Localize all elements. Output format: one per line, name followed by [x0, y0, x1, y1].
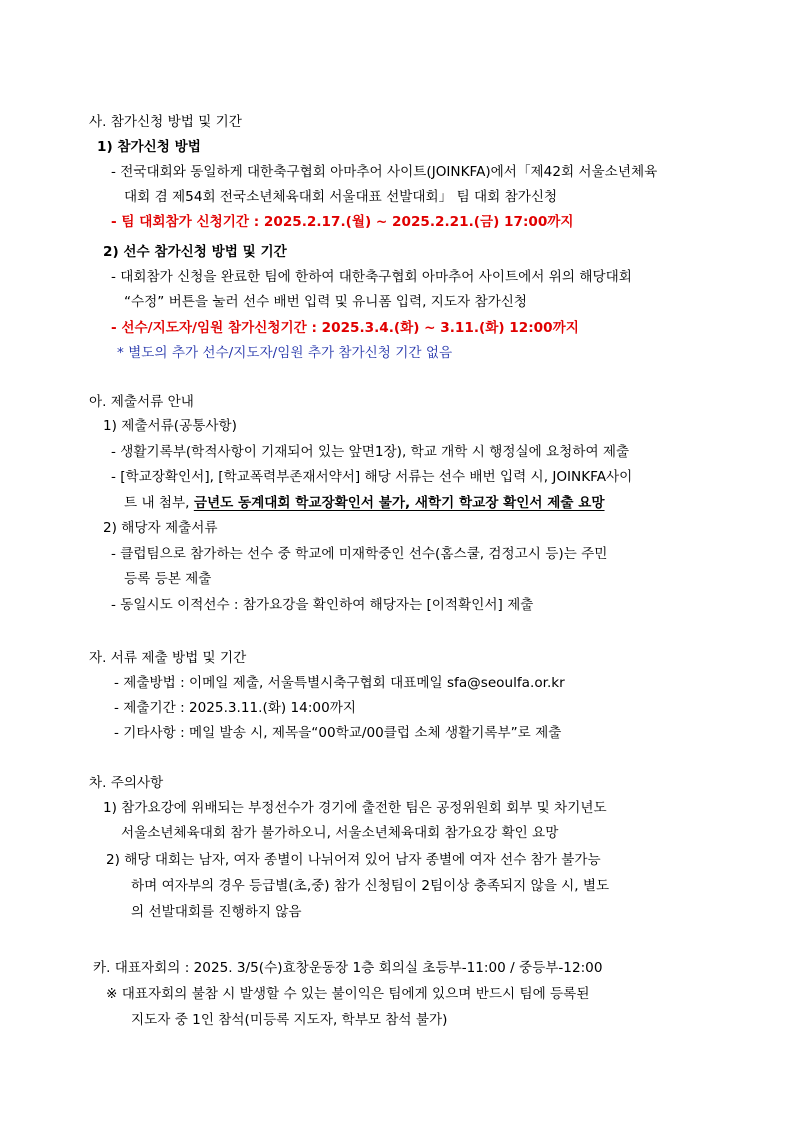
text-line: - 클럽팀으로 참가하는 선수 중 학교에 미재학중인 선수(홈스쿨, 검정고시 등)는 주민	[111, 546, 608, 562]
caution-item-continued: 하며 여자부의 경우 등급별(초,중) 참가 신청팀이 2팀이상 충족되지 않을 시, 별도	[131, 878, 610, 894]
meeting-note: ※ 대표자회의 불참 시 발생할 수 있는 불이익은 팀에게 있으며 반드시 팀에 등록된	[106, 986, 590, 1002]
caution-item-continued: 서울소년체육대회 참가 불가하오니, 서울소년체육대회 참가요강 확인 요망	[121, 825, 559, 841]
text-line: - 대회참가 신청을 완료한 팀에 한하여 대한축구협회 아마추어 사이트에서 위의 해당대회	[111, 269, 632, 285]
subheading-player-application: 2) 선수 참가신청 방법 및 기간	[103, 244, 287, 260]
text-line: - 생활기록부(학적사항이 기재되어 있는 앞면1장), 학교 개학 시 행정실에 요청하여 제출	[111, 444, 630, 460]
caution-item: 1) 참가요강에 위배되는 부정선수가 경기에 출전한 팀은 공정위원회 회부 및 차기년도	[103, 800, 607, 816]
text-line: - [학교장확인서], [학교폭력부존재서약서] 해당 서류는 선수 배번 입력 시, JOINKFA사이	[111, 469, 633, 485]
subheading-applicable-documents: 2) 해당자 제출서류	[103, 520, 218, 536]
note-no-extra-period: * 별도의 추가 선수/지도자/임원 추가 참가신청 기간 없음	[117, 345, 453, 361]
section-heading-ka: 카. 대표자회의 : 2025. 3/5(수)효창운동장 1층 회의실 초등부-11:00 / 중등부-12:00	[93, 960, 603, 976]
text-line: - 전국대회와 동일하게 대한축구협회 아마추어 사이트(JOINKFA)에서「제42회 서울소년체육	[111, 164, 658, 180]
meeting-note-continued: 지도자 중 1인 참석(미등록 지도자, 학부모 참석 불가)	[131, 1012, 448, 1028]
section-heading-a: 아. 제출서류 안내	[89, 394, 194, 410]
caution-item: 2) 해당 대회는 남자, 여자 종별이 나뉘어져 있어 남자 종별에 여자 선수 참가 불가능	[106, 852, 601, 868]
caution-item-continued: 의 선발대회를 진행하지 않음	[131, 904, 302, 920]
text-line: - 동일시도 이적선수 : 참가요강을 확인하여 해당자는 [이적확인서] 제출	[111, 597, 534, 613]
submission-period: - 제출기간 : 2025.3.11.(화) 14:00까지	[114, 700, 356, 716]
text-prefix: 트 내 첨부,	[124, 495, 194, 511]
subheading-application-method: 1) 참가신청 방법	[97, 139, 201, 155]
text-line-with-emphasis	[124, 493, 605, 513]
team-application-period: - 팀 대회참가 신청기간 : 2025.2.17.(월) ~ 2025.2.21.(금) 17:00까지	[111, 214, 574, 230]
text-line: “수정” 버튼을 눌러 선수 배번 입력 및 유니폼 입력, 지도자 참가신청	[124, 294, 528, 310]
section-heading-sa: 사. 참가신청 방법 및 기간	[89, 114, 242, 130]
text-line: 등록 등본 제출	[124, 571, 212, 587]
text-line: 대회 겸 제54회 전국소년체육대회 서울대표 선발대회」 팀 대회 참가신청	[124, 189, 558, 205]
emphasis-principal-confirmation: 금년도 동계대회 학교장확인서 불가, 새학기 학교장 확인서 제출 요망	[193, 495, 605, 511]
submission-method: - 제출방법 : 이메일 제출, 서울특별시축구협회 대표메일 sfa@seoulfa.or.kr	[114, 675, 565, 691]
section-heading-ja: 자. 서류 제출 방법 및 기간	[89, 650, 247, 666]
player-application-period: - 선수/지도자/임원 참가신청기간 : 2025.3.4.(화) ~ 3.11.(화) 12:00까지	[111, 320, 579, 336]
section-heading-cha: 차. 주의사항	[89, 775, 164, 791]
submission-other: - 기타사항 : 메일 발송 시, 제목을“00학교/00클럽 소체 생활기록부”로 제출	[114, 725, 562, 741]
subheading-common-documents: 1) 제출서류(공통사항)	[103, 418, 237, 434]
